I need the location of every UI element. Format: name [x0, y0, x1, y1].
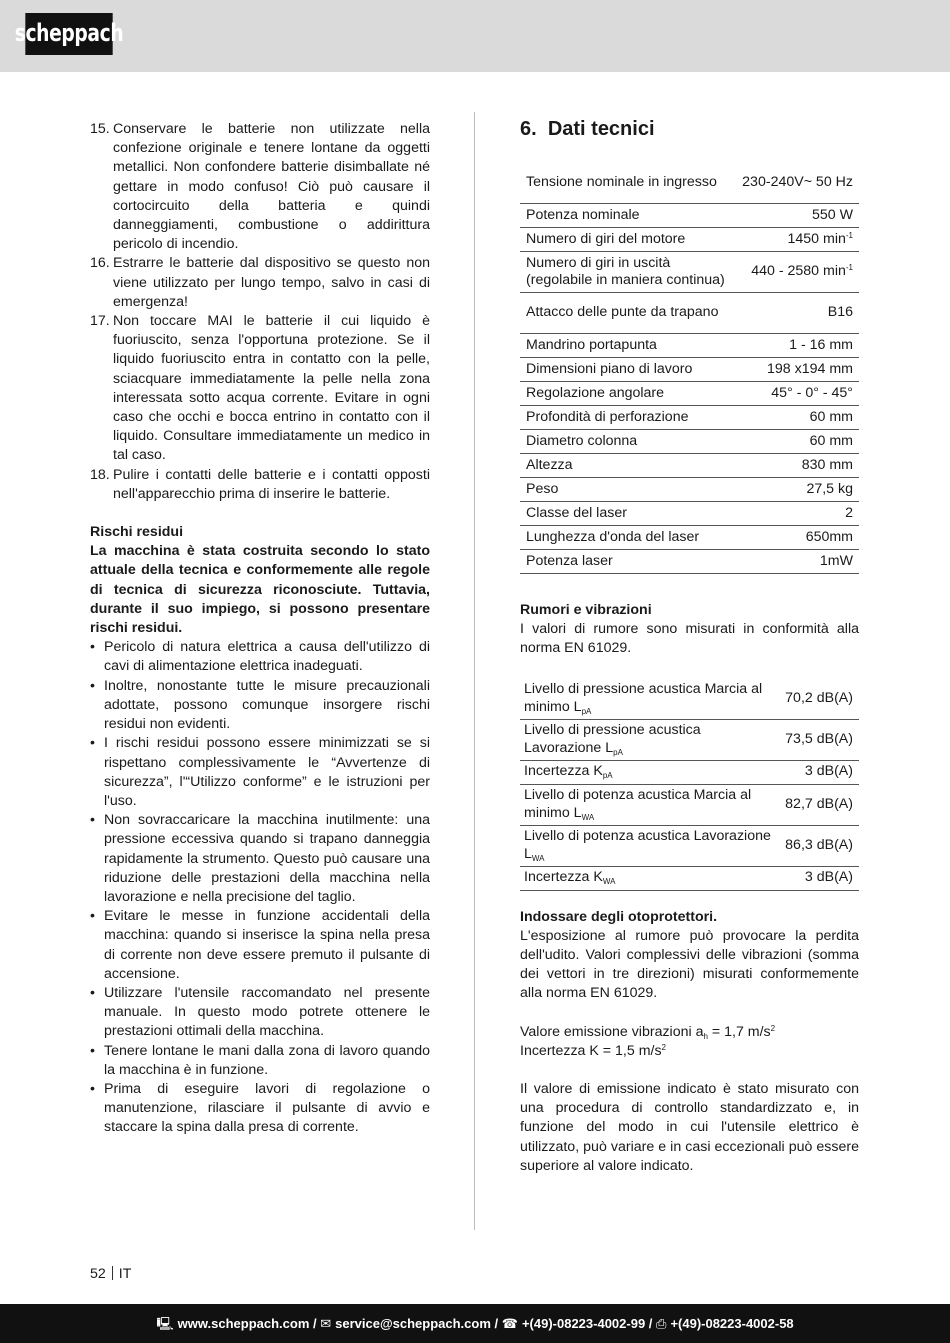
list-item: • Prima di eseguire lavori di regolazione o manutenzione, rilasciare il pulsante di avvio e staccare la spina dalla presa di corrente. [90, 1080, 430, 1138]
table-row: Potenza nominale 550 W [520, 204, 859, 228]
footer-email[interactable]: service@scheppach.com [335, 1315, 491, 1331]
residual-risks-intro: La macchina è stata costruita secondo lo stato attuale della tecnica e conformemente alle regole di tecnica di sicurezza riconosciute. Tuttavia, durante il suo impiego, si possono presentare rischi residui. [90, 543, 430, 637]
table-row: Lunghezza d'onda del laser 650mm [520, 526, 859, 550]
column-divider [474, 112, 475, 1230]
table-row: Livello di pressione acustica Lavorazione $L_{pA}$ 73,5 dB(A) [520, 719, 859, 760]
footer-fax: +(49)-08223-4002-58 [670, 1315, 794, 1331]
list-item: 18. Pulire i contatti delle batterie e i contatti opposti nell'apparecchio prima di inserire le batterie. [90, 466, 430, 502]
list-item: • Inoltre, nonostante tutte le misure precauzionali adottate, possono comunque insorgere rischi residui non evidenti. [90, 677, 430, 735]
list-item: • Utilizzare l'utensile raccomandato nel presente manuale. In questo modo potrete ottenere le prestazioni ottimali della macchina. [90, 984, 430, 1042]
brand-logo: scheppach [25, 13, 112, 55]
table-row: Potenza laser 1mW [520, 550, 859, 574]
table-row: Attacco delle punte da trapano B16 [520, 293, 859, 334]
table-row: Peso 27,5 kg [520, 478, 859, 502]
table-row: Numero di giri del motore 1450 $\min^{-1}$ [520, 228, 859, 252]
technical-data-table [520, 163, 859, 574]
table-row: Livello di potenza acustica Marcia al minimo $L_{WA}$ 82,7 dB(A) [520, 784, 859, 825]
noise-intro: I valori di rumore sono misurati in conformità alla norma EN 61029. [520, 621, 859, 657]
computer-icon: 🖳 [156, 1315, 174, 1331]
list-item: 17. Non toccare MAI le batterie il cui liquido è fuoriuscito, senza l'opportuna protezione. Se il liquido fuoriuscito entra in contatto con la pelle, sciacquare immediatamente la pelle nella zona interessata sotto acqua corrente. Evitare in ogni caso che occhi e bocca entrino in contatto con il liquido. Consultare immediatamente un medico in tal caso. [90, 313, 430, 464]
table-row: Incertezza $K_{pA}$ 3 dB(A) [520, 760, 859, 784]
table-row: Incertezza $K_{WA}$ 3 dB(A) [520, 866, 859, 890]
table-row: Profondità di perforazione 60 mm [520, 406, 859, 430]
footer-bar: 🖳 www.scheppach.com / ✉ service@scheppach.com / ☎ +(49)-08223-4002-99 / ⎙ +(49)-08223-4002-58 [0, 1304, 950, 1343]
list-item: • Pericolo di natura elettrica a causa dell'utilizzo di cavi di alimentazione elettrica inadeguati. [90, 638, 430, 676]
table-row: Dimensioni piano di lavoro 198 x194 mm [520, 358, 859, 382]
table-row: Diametro colonna 60 mm [520, 430, 859, 454]
table-row: Livello di potenza acustica Lavorazione $L_{WA}$ 86,3 dB(A) [520, 825, 859, 866]
list-item: • Evitare le messe in funzione accidentali della macchina: quando si inserisce la spina nella presa di corrente non deve essere premuto il pulsante di accensione. [90, 907, 430, 984]
residual-risks-list [90, 638, 430, 1137]
noise-table [520, 679, 859, 891]
list-item: • Non sovraccaricare la macchina inutilmente: una pressione eccessiva quando si trapano danneggia rapidamente la strumento. Questo può causare una riduzione delle prestazioni della macchina nella lavorazione e nella precisione del taglio. [90, 811, 430, 907]
right-column [520, 112, 859, 1176]
page-number: 52 IT [90, 1266, 132, 1282]
battery-instructions-list [90, 120, 430, 504]
vibration-uncertainty: Incertezza K = 1,5 $m/s^2$ [520, 1042, 666, 1059]
table-row: Mandrino portapunta 1 - 16 mm [520, 334, 859, 358]
phone-icon: ☎ [501, 1315, 518, 1331]
table-row: Livello di pressione acustica Marcia al minimo $L_{pA}$ 70,2 dB(A) [520, 679, 859, 720]
left-column [90, 120, 430, 1138]
fax-icon: ⎙ [656, 1315, 667, 1331]
ear-protection-text: L'esposizione al rumore può provocare la perdita dell'udito. Valori complessivi delle vibrazioni (somma dei vettori in tre direzioni) misurati conformemente alla norma EN 61029. [520, 927, 859, 1002]
list-item: 15. Conservare le batterie non utilizzate nella confezione originale e tenere lontane da oggetti metallici. Non confondere batterie disimballate né gettare in modo confuso! Ciò può causare il cortocircuito della batteria e quindi danneggiamenti, combustione o addirittura pericolo di incendio. [90, 121, 430, 253]
list-item: • Tenere lontane le mani dalla zona di lavoro quando la macchina è in funzione. [90, 1042, 430, 1080]
footer-web[interactable]: www.scheppach.com [177, 1315, 310, 1331]
vibration-value: Valore emissione vibrazioni $a_h = 1,7$ $m/s^2$ [520, 1023, 776, 1041]
residual-risks-heading: Rischi residui [90, 524, 184, 541]
ear-protection-heading: Indossare degli otoprotettori. [520, 908, 718, 925]
list-item: 16. Estrarre le batterie dal dispositivo se questo non viene utilizzato per lungo tempo, salvo in casi di emergenza! [90, 255, 430, 310]
header-bar [0, 0, 950, 72]
table-row: Tensione nominale in ingresso 230-240V~ 50 Hz [520, 163, 859, 204]
list-item: • I rischi residui possono essere minimizzati se si rispettano complessivamente le “Avvertenze di sicurezza”, l'“Utilizzo conforme” e le istruzioni per l'uso. [90, 734, 430, 811]
table-row: Classe del laser 2 [520, 502, 859, 526]
table-row: Numero di giri in uscità (regolabile in maniera continua) 440 - 2580 $\min^{-1}$ [520, 252, 859, 293]
envelope-icon: ✉ [320, 1315, 332, 1331]
section-title: 6. Dati tecnici [520, 118, 655, 140]
footer-phone: +(49)-08223-4002-99 [521, 1315, 646, 1331]
table-row: Altezza 830 mm [520, 454, 859, 478]
table-row: Regolazione angolare 45° - 0° - 45° [520, 382, 859, 406]
noise-heading: Rumori e vibrazioni [520, 602, 652, 618]
emission-note: Il valore di emissione indicato è stato misurato con una procedura di controllo standardizzato e, in funzione del modo in cui l'utensile elettrico è utilizzato, può variare e in casi eccezionali può essere superiore al valore indicato. [520, 1081, 859, 1174]
